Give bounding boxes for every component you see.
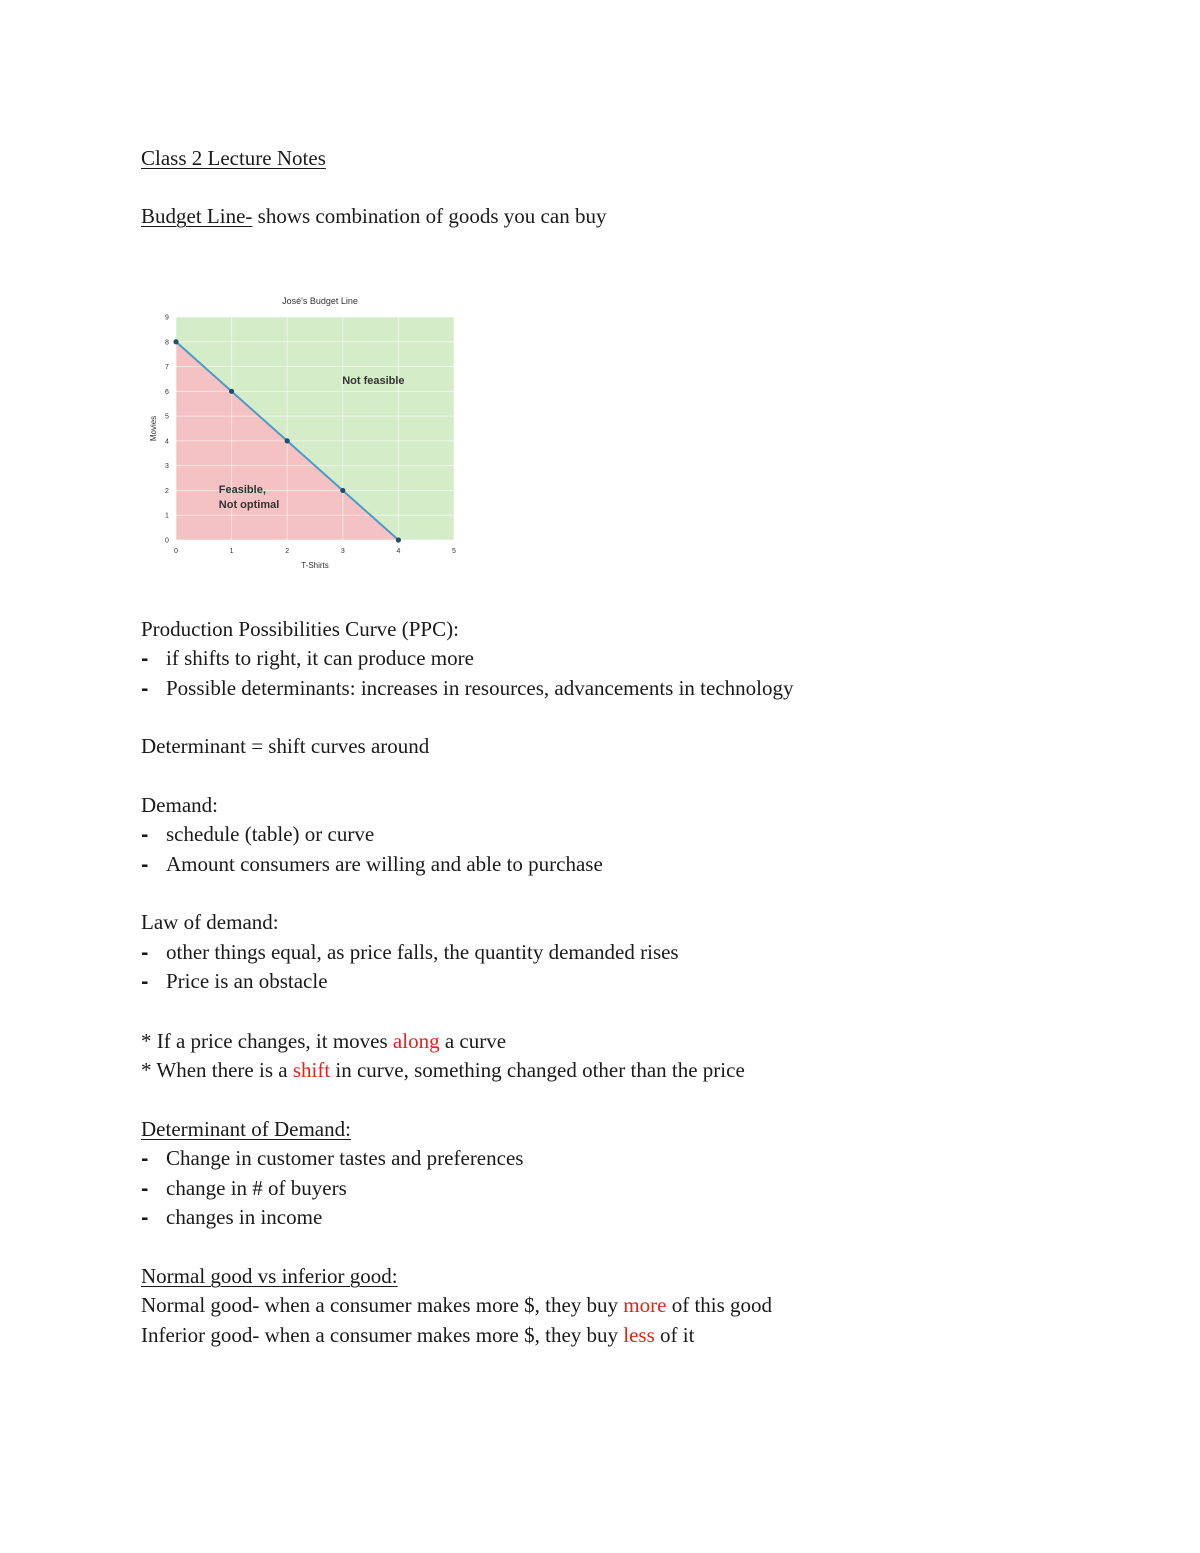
law-bullet-text: other things equal, as price falls, the quantity demanded rises: [166, 940, 679, 964]
x-axis-label: T-Shirts: [301, 561, 329, 570]
determinant-line: Determinant = shift curves around: [141, 734, 430, 758]
dod-bullet: [141, 1146, 523, 1172]
note-highlight: shift: [292, 1058, 331, 1082]
data-point: [396, 537, 401, 542]
chart-title: José's Budget Line: [282, 296, 358, 306]
demand-heading: Demand:: [141, 793, 218, 817]
law-bullet-text: Price is an obstacle: [166, 969, 328, 993]
x-tick-label: 1: [229, 548, 234, 555]
ppc-bullet-text: Possible determinants: increases in resources, advancements in technology: [166, 676, 794, 700]
ppc-bullet-text: if shifts to right, it can produce more: [166, 646, 474, 670]
budget-line-text: shows combination of goods you can buy: [252, 204, 607, 228]
note-text: a curve: [439, 1029, 507, 1053]
dod-bullet: [141, 1205, 322, 1231]
law-bullet: [141, 940, 679, 966]
normal-good-text: Normal good- when a consumer makes more $, they buy: [141, 1293, 624, 1317]
x-tick-label: 0: [174, 548, 178, 555]
ppc-bullet: [141, 646, 474, 672]
bullet-dash: -: [141, 972, 149, 993]
bullet-dash: -: [141, 825, 149, 846]
bullet-dash: -: [141, 679, 149, 700]
data-point: [340, 488, 345, 493]
feasible-label: Not optimal: [218, 498, 280, 511]
note-text: * When there is a: [141, 1058, 293, 1082]
note-along: [141, 1029, 506, 1053]
budget-line-heading: Budget Line-: [141, 204, 253, 228]
inferior-good-highlight: less: [623, 1323, 655, 1347]
y-tick-label: 4: [165, 438, 169, 446]
page-title: Class 2 Lecture Notes: [141, 146, 326, 170]
normal-good-line: [141, 1293, 772, 1317]
note-shift: [141, 1058, 745, 1082]
x-tick-label: 3: [340, 548, 345, 555]
y-tick-label: 8: [165, 339, 169, 347]
dod-bullet-text: change in # of buyers: [166, 1176, 347, 1200]
bullet-dash: -: [141, 1208, 149, 1229]
demand-bullet: [141, 852, 603, 878]
dod-bullet: [141, 1176, 347, 1202]
y-tick-label: 5: [165, 413, 169, 421]
y-tick-label: 9: [165, 314, 169, 322]
y-axis-label: Movies: [149, 415, 158, 442]
data-point: [173, 339, 178, 344]
ppc-bullet: [141, 676, 794, 702]
bullet-dash: -: [141, 855, 149, 876]
y-tick-label: 3: [165, 463, 169, 471]
y-tick-label: 6: [165, 388, 169, 396]
note-text: * If a price changes, it moves: [141, 1029, 393, 1053]
normal-good-text: of this good: [666, 1293, 773, 1317]
note-highlight: along: [392, 1029, 440, 1053]
y-tick-label: 1: [165, 512, 169, 520]
law-of-demand-heading: Law of demand:: [141, 910, 279, 934]
inferior-good-text: of it: [654, 1323, 695, 1347]
data-point: [285, 438, 290, 443]
x-tick-label: 5: [452, 548, 456, 555]
data-point: [229, 389, 234, 394]
determinant-of-demand-heading: Determinant of Demand:: [141, 1117, 351, 1141]
feasible-label: Feasible,: [218, 483, 266, 496]
law-bullet: [141, 969, 328, 995]
budget-line-chart: [141, 288, 471, 578]
x-tick-label: 4: [396, 548, 401, 555]
normal-good-highlight: more: [623, 1293, 667, 1317]
demand-bullet-text: Amount consumers are willing and able to purchase: [166, 852, 603, 876]
bullet-dash: -: [141, 943, 149, 964]
not-feasible-label: Not feasible: [342, 374, 405, 387]
note-text: in curve, something changed other than the price: [330, 1058, 745, 1082]
y-tick-label: 0: [165, 537, 169, 545]
demand-bullet: [141, 822, 374, 848]
inferior-good-text: Inferior good- when a consumer makes more $, they buy: [141, 1323, 624, 1347]
inferior-good-line: [141, 1323, 694, 1347]
bullet-dash: -: [141, 649, 149, 670]
y-tick-label: 2: [165, 487, 169, 495]
budget-line-paragraph: [141, 204, 606, 228]
bullet-dash: -: [141, 1179, 149, 1200]
bullet-dash: -: [141, 1149, 149, 1170]
x-tick-label: 2: [285, 548, 290, 555]
dod-bullet-text: changes in income: [166, 1205, 323, 1229]
normal-inferior-heading: Normal good vs inferior good:: [141, 1264, 398, 1288]
demand-bullet-text: schedule (table) or curve: [166, 822, 375, 846]
dod-bullet-text: Change in customer tastes and preferences: [166, 1146, 524, 1170]
y-tick-label: 7: [165, 364, 169, 372]
ppc-heading: Production Possibilities Curve (PPC):: [141, 617, 459, 641]
